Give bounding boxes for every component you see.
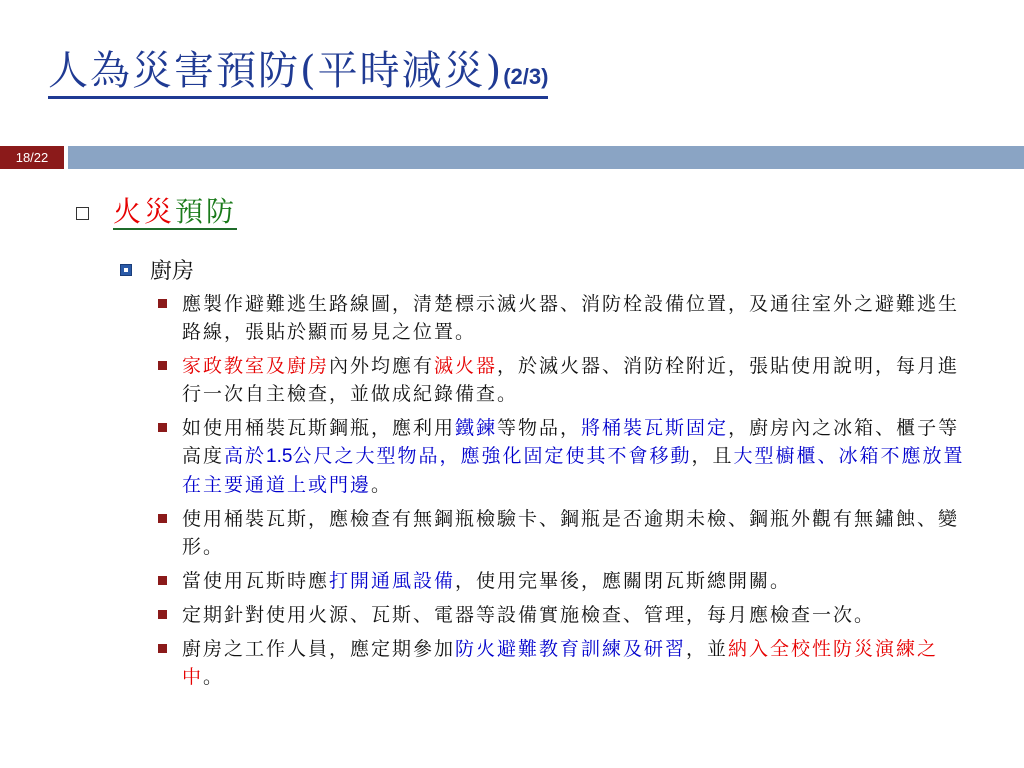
item-highlight: 防火避難教育訓練及研習 xyxy=(455,638,687,660)
list-item xyxy=(152,290,972,346)
square-bullet-icon xyxy=(158,576,167,585)
item-text: 等物品， xyxy=(497,417,582,439)
item-highlight: 打開通風設備 xyxy=(329,570,456,592)
section-title-part2: 預防 xyxy=(175,195,238,228)
square-bullet-icon xyxy=(158,299,167,308)
subsection-title: 廚房 xyxy=(150,259,195,284)
item-highlight: 家政教室及廚房 xyxy=(182,355,330,377)
item-text: ，廚房內之冰箱、櫃子等高度 xyxy=(182,417,960,467)
item-text: 如使用桶裝瓦斯鋼瓶，應利用 xyxy=(182,417,456,439)
item-highlight: 滅火器 xyxy=(434,355,498,377)
item-text: 廚房之工作人員，應定期參加 xyxy=(182,638,456,660)
item-text: ，並 xyxy=(686,638,729,660)
slide-title-block xyxy=(48,48,548,99)
list-item xyxy=(152,414,972,499)
item-text: 。 xyxy=(203,666,225,688)
list-item xyxy=(152,635,972,691)
section-heading xyxy=(76,196,237,230)
slide-title-main: 人為災害預防(平時減災) xyxy=(48,48,504,94)
item-highlight: 大型櫥櫃、冰箱不應放置在主要通道上或門邊 xyxy=(182,445,965,496)
list-item xyxy=(152,601,972,629)
subsection-heading xyxy=(120,254,194,285)
slide-number: 18/22 xyxy=(15,150,49,165)
square-bullet-icon xyxy=(158,423,167,432)
item-highlight: 高於 xyxy=(224,445,267,467)
square-bullet-icon xyxy=(158,514,167,523)
section-title xyxy=(113,196,237,230)
square-bullet-icon xyxy=(158,361,167,370)
item-text: 定期針對使用火源、瓦斯、電器等設備實施檢查、管理，每月應檢查一次。 xyxy=(182,604,876,626)
item-text: ，且 xyxy=(691,445,734,467)
header-band xyxy=(68,146,1024,169)
list-item xyxy=(152,352,972,408)
item-text: 。 xyxy=(371,474,393,496)
hollow-square-bullet-icon xyxy=(76,207,89,220)
item-highlight: 公尺之大型物品，應強化固定使其不會移動 xyxy=(292,445,692,467)
item-text: ，使用完畢後，應關閉瓦斯總開關。 xyxy=(455,570,792,592)
square-bullet-icon xyxy=(158,644,167,653)
item-highlight-number: 1.5 xyxy=(266,446,293,467)
list-item xyxy=(152,567,972,595)
item-highlight: 納入全校性防災演練之中 xyxy=(182,638,939,688)
square-bullet-icon xyxy=(158,610,167,619)
item-highlight: 鐵鍊 xyxy=(455,417,498,439)
item-text: 應製作避難逃生路線圖，清楚標示滅火器、消防栓設備位置，及通往室外之避難逃生路線，張貼於顯而易見之位置。 xyxy=(182,293,960,343)
item-text: 當使用瓦斯時應 xyxy=(182,570,330,592)
section-title-part1: 火災 xyxy=(113,195,176,228)
item-highlight: 將桶裝瓦斯固定 xyxy=(581,417,729,439)
item-text: ，於滅火器、消防栓附近，張貼使用說明，每月進行一次自主檢查，並做成紀錄備查。 xyxy=(182,355,960,405)
slide-title-subtitle: (2/3) xyxy=(503,64,549,89)
square-bullet-icon xyxy=(120,264,132,276)
bullet-list xyxy=(152,290,972,697)
item-text: 使用桶裝瓦斯，應檢查有無鋼瓶檢驗卡、鋼瓶是否逾期未檢、鋼瓶外觀有無鏽蝕、變形。 xyxy=(182,508,960,558)
slide-title xyxy=(48,48,548,99)
list-item xyxy=(152,505,972,561)
item-text: 內外均應有 xyxy=(329,355,435,377)
